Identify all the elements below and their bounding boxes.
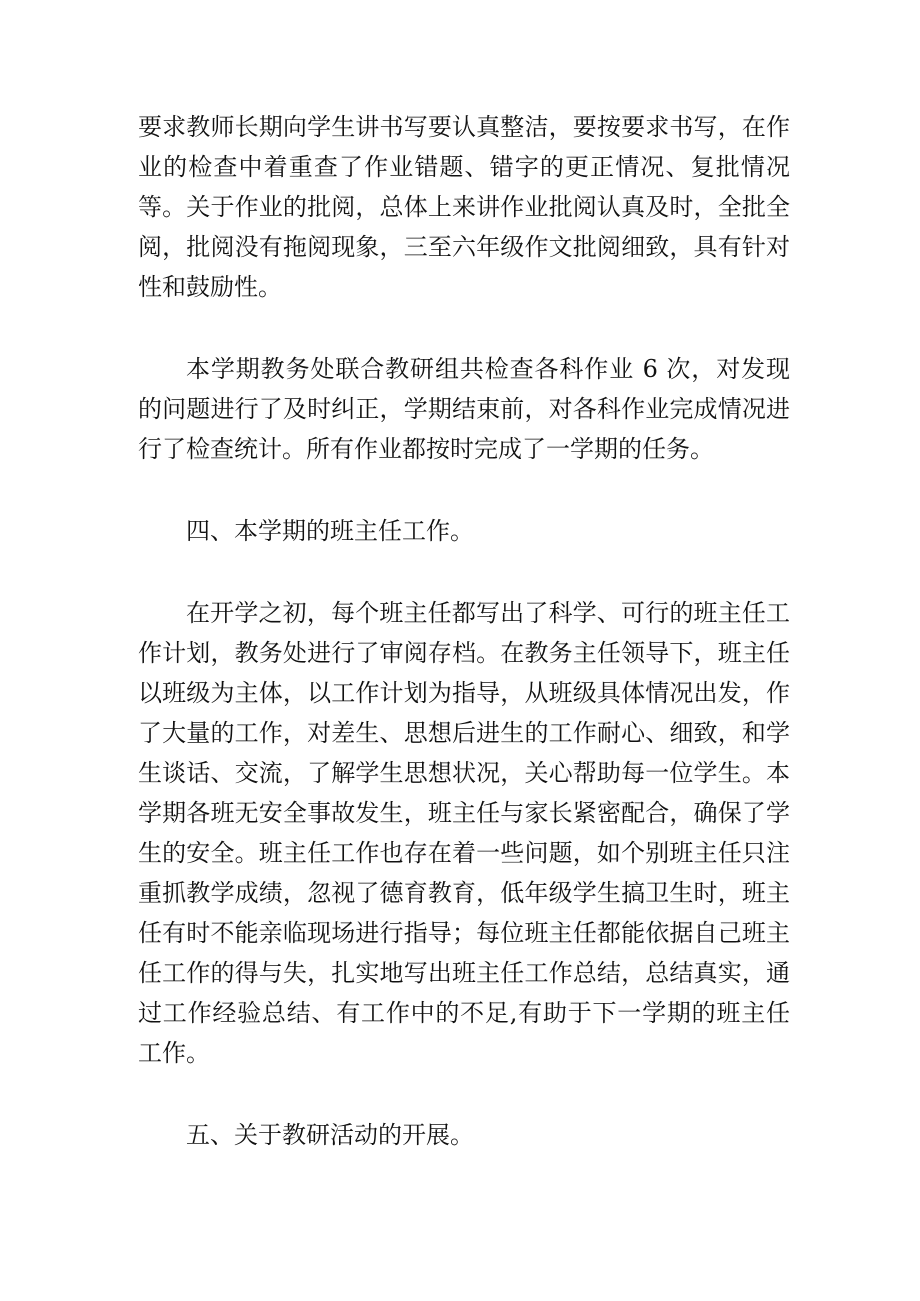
paragraph-homework-checking: 要求教师长期向学生讲书写要认真整洁，要按要求书写，在作业的检查中着重查了作业错题、错字的更正情况、复批情况等。关于作业的批阅，总体上来讲作业批阅认真及时，全批全阅，批阅没有拖阅现象，三至六年级作文批阅细致，具有针对性和鼓励性。	[138, 113, 790, 301]
paragraph-class-teacher-work: 在开学之初，每个班主任都写出了科学、可行的班主任工作计划，教务处进行了审阅存档。在教务主任领导下，班主任以班级为主体，以工作计划为指导，从班级具体情况出发，作了大量的工作，对差生、思想后进生的工作耐心、细致，和学生谈话、交流，了解学生思想状况，关心帮助每一位学生。本学期各班无安全事故发生，班主任与家长紧密配合，确保了学生的安全。班主任工作也存在着一些问题，如个别班主任只注重抓教学成绩，忽视了德育教育，低年级学生搞卫生时，班主任有时不能亲临现场进行指导；每位班主任都能依据自己班主任工作的得与失，扎实地写出班主任工作总结，总结真实，通过工作经验总结、有工作中的不足,有助于下一学期的班主任工作。	[138, 599, 790, 1067]
section-heading-teaching-research: 五、关于教研活动的开展。	[186, 1121, 474, 1149]
document-body	[138, 107, 790, 1197]
section-heading-class-teacher: 四、本学期的班主任工作。	[186, 517, 474, 545]
paragraph-homework-inspection: 本学期教务处联合教研组共检查各科作业 6 次，对发现的问题进行了及时纠正，学期结束前，对各科作业完成情况进行了检查统计。所有作业都按时完成了一学期的任务。	[138, 355, 790, 463]
